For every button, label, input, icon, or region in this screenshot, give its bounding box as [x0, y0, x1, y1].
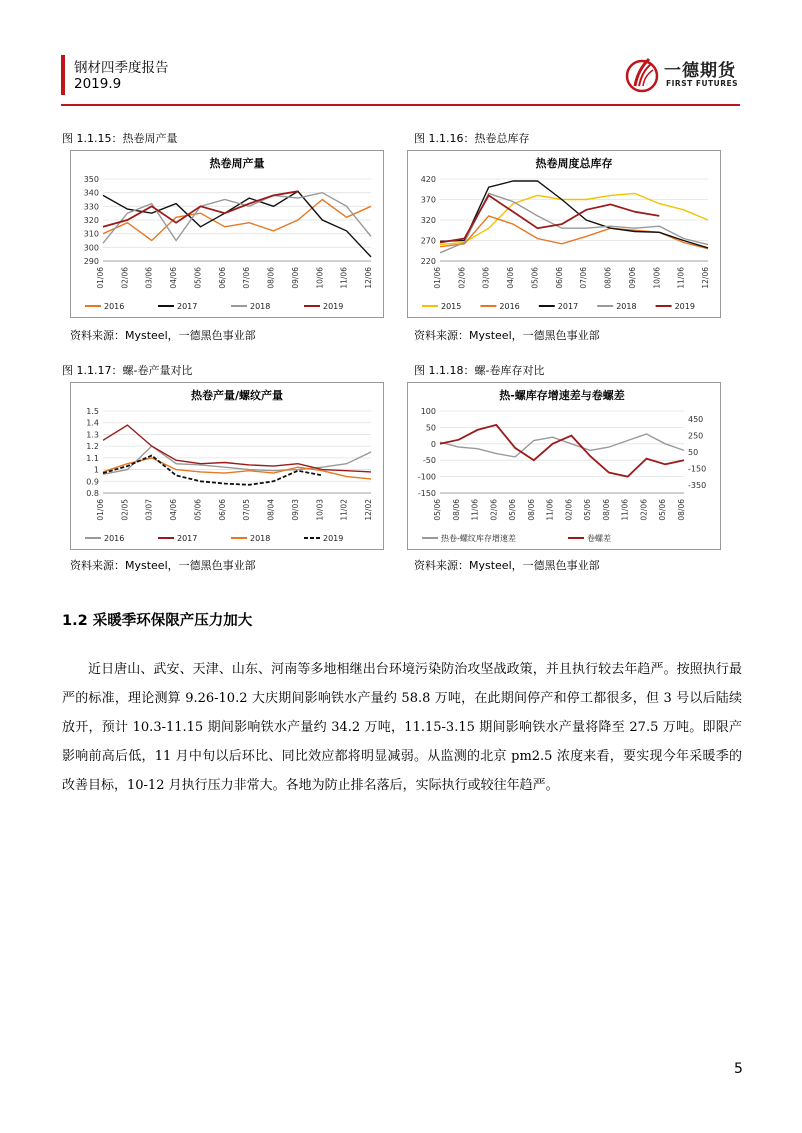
- x-tick-label: 08/06: [677, 499, 686, 521]
- x-tick-label: 07/06: [579, 267, 589, 289]
- y-tick-label: 290: [83, 257, 99, 266]
- x-tick-label: 04/06: [506, 267, 516, 289]
- y-tick-label: 0: [430, 439, 436, 449]
- legend-label: 2017: [557, 302, 579, 311]
- y-tick-label: 220: [420, 257, 436, 266]
- x-tick-label: 06/06: [217, 499, 227, 521]
- y-right-tick-label: -350: [688, 480, 707, 490]
- x-tick-label: 08/06: [451, 499, 461, 521]
- x-tick-label: 09/06: [290, 267, 300, 289]
- legend-label: 2019: [323, 534, 344, 543]
- chart-hrc-rebar-output-ratio: [70, 382, 384, 550]
- series-line-2019: [440, 195, 659, 242]
- x-tick-label: 05/06: [193, 499, 203, 521]
- x-tick-label: 06/06: [554, 267, 564, 289]
- figure-source-1: 资料来源：Mysteel，一德黑色事业部: [70, 329, 256, 342]
- x-tick-label: 08/06: [526, 499, 536, 521]
- x-tick-label: 11/06: [676, 267, 686, 289]
- x-tick-label: 05/06: [433, 499, 442, 521]
- x-tick-label: 03/06: [144, 267, 154, 289]
- x-tick-label: 10/06: [652, 267, 662, 289]
- x-tick-label: 05/06: [508, 499, 518, 521]
- y-tick-label: -100: [417, 472, 436, 482]
- y-tick-label: 270: [420, 236, 436, 246]
- y-tick-label: -150: [417, 489, 436, 498]
- x-tick-label: 02/05: [120, 499, 130, 521]
- series-line-2015: [440, 193, 708, 244]
- brand-name-en: FIRST FUTURES: [666, 79, 739, 88]
- figure-source-3: 资料来源：Mysteel，一德黑色事业部: [70, 559, 256, 572]
- legend-label: 2016: [104, 534, 125, 543]
- y-tick-label: 310: [83, 229, 99, 239]
- x-tick-label: 11/06: [620, 499, 630, 521]
- x-tick-label: 03/06: [481, 267, 491, 289]
- x-tick-label: 10/06: [315, 267, 325, 289]
- x-tick-label: 03/07: [144, 499, 154, 521]
- y-right-tick-label: 450: [688, 415, 704, 425]
- legend-label: 2015: [441, 302, 462, 311]
- y-tick-label: 0.9: [86, 477, 99, 487]
- figure-caption-4: 图 1.1.18：螺-卷库存对比: [414, 364, 545, 377]
- y-tick-label: 1: [93, 465, 99, 475]
- chart-title: 热卷产量/螺纹产量: [190, 389, 284, 402]
- figure-caption-3: 图 1.1.17：螺-卷产量对比: [62, 364, 193, 377]
- y-tick-label: 1.1: [86, 453, 99, 463]
- x-tick-label: 08/06: [603, 267, 613, 289]
- x-tick-label: 01/06: [433, 267, 442, 289]
- x-tick-label: 11/02: [339, 499, 349, 521]
- x-tick-label: 12/06: [364, 267, 373, 289]
- series-line-2018: [440, 193, 708, 252]
- chart-title: 热-螺库存增速差与卷螺差: [499, 389, 625, 402]
- x-tick-label: 01/06: [96, 499, 105, 521]
- x-tick-label: 04/06: [169, 499, 179, 521]
- series-line-2019: [103, 191, 298, 227]
- x-tick-label: 05/06: [530, 267, 540, 289]
- y-right-tick-label: 250: [688, 431, 704, 441]
- x-tick-label: 11/06: [545, 499, 555, 521]
- chart-hrc-weekly-output: [70, 150, 384, 318]
- y-tick-label: 1.4: [86, 418, 99, 428]
- series-line-热卷-螺纹库存增速差: [440, 434, 684, 457]
- x-tick-label: 02/06: [120, 267, 130, 289]
- brand-logo-icon: [625, 55, 661, 99]
- y-tick-label: 320: [420, 216, 436, 225]
- y-tick-label: 1.5: [86, 407, 99, 416]
- y-tick-label: 50: [425, 423, 436, 433]
- x-tick-label: 05/06: [583, 499, 593, 521]
- figure-caption-2: 图 1.1.16：热卷总库存: [414, 132, 530, 145]
- x-tick-label: 02/06: [457, 267, 467, 289]
- x-tick-label: 10/03: [315, 499, 325, 521]
- figure-source-2: 资料来源：Mysteel，一德黑色事业部: [414, 329, 600, 342]
- chart-hrc-rebar-inventory: [407, 382, 721, 550]
- header-rule: [61, 104, 740, 106]
- legend-label: 卷螺差: [587, 534, 611, 543]
- y-right-tick-label: 50: [688, 448, 699, 457]
- x-tick-label: 11/06: [339, 267, 349, 289]
- x-tick-label: 12/06: [701, 267, 710, 289]
- chart-hrc-total-inventory: [407, 150, 721, 318]
- figure-caption-1: 图 1.1.15：热卷周产量: [62, 132, 178, 145]
- x-tick-label: 08/06: [266, 267, 276, 289]
- x-tick-label: 11/06: [470, 499, 480, 521]
- x-tick-label: 02/06: [489, 499, 499, 521]
- series-line-2016: [440, 216, 708, 249]
- legend-label: 2018: [250, 302, 271, 311]
- legend-label: 2016: [499, 302, 520, 311]
- x-tick-label: 02/06: [564, 499, 574, 521]
- x-tick-label: 09/06: [627, 267, 637, 289]
- y-tick-label: 1.2: [86, 442, 99, 452]
- x-tick-label: 04/06: [169, 267, 179, 289]
- x-tick-label: 08/06: [601, 499, 611, 521]
- y-tick-label: 330: [83, 202, 99, 212]
- y-tick-label: 370: [420, 195, 436, 205]
- figure-source-4: 资料来源：Mysteel，一德黑色事业部: [414, 559, 600, 572]
- legend-label: 2017: [177, 534, 198, 543]
- x-tick-label: 07/05: [242, 499, 252, 521]
- legend-label: 2018: [616, 302, 637, 311]
- legend-label: 2019: [674, 302, 695, 311]
- series-line-卷螺差: [440, 425, 684, 477]
- series-line-2018: [103, 193, 371, 244]
- y-tick-label: 350: [83, 175, 99, 184]
- x-tick-label: 12/02: [364, 499, 373, 521]
- brand-name: 一德期货: [664, 61, 736, 81]
- chart-title: 热卷周产量: [209, 157, 265, 170]
- legend-label: 2017: [177, 302, 198, 311]
- y-tick-label: 100: [420, 407, 436, 416]
- x-tick-label: 01/06: [96, 267, 105, 289]
- y-right-tick-label: -150: [688, 464, 707, 474]
- x-tick-label: 08/04: [266, 499, 276, 521]
- legend-label: 2016: [104, 302, 125, 311]
- y-tick-label: 320: [83, 216, 99, 225]
- series-line-2017: [440, 181, 708, 248]
- x-tick-label: 05/06: [193, 267, 203, 289]
- x-tick-label: 02/06: [639, 499, 649, 521]
- series-line-2017: [103, 425, 371, 472]
- legend-label: 2019: [323, 302, 344, 311]
- y-tick-label: -50: [422, 456, 436, 466]
- x-tick-label: 06/06: [217, 267, 227, 289]
- y-tick-label: 420: [420, 175, 436, 184]
- header-accent-bar: [61, 55, 65, 95]
- report-title: 钢材四季度报告: [74, 60, 169, 76]
- y-tick-label: 300: [83, 243, 99, 253]
- chart-title: 热卷周度总库存: [535, 157, 613, 170]
- y-tick-label: 0.8: [86, 489, 99, 498]
- section-heading: 1.2 采暖季环保限产压力加大: [62, 613, 253, 629]
- x-tick-label: 09/03: [290, 499, 300, 521]
- section-body: 近日唐山、武安、天津、山东、河南等多地相继出台环境污染防治攻坚战政策，并且执行较去年趋严。按照执行最严的标准，理论测算 9.26-10.2 大庆期间影响铁水产量约 58.8 万吨，在此期间停产和停工都很多，但 3 号以后陆续放开，预计 10.3-11.15 期间影响铁水产量约 34.2 万吨，11.15-3.15 期间影响铁水产量将降至 27.5 万吨。即限产影响前高后低，11 月中旬以后环比、同比效应都将明显减弱。从监测的北京 pm2.5 浓度来看，要实现今年采暖季的改善目标，10-12 月执行压力非常大。各地为防止排名落后，实际执行或较往年趋严。: [62, 662, 742, 793]
- report-date: 2019.9: [74, 76, 122, 92]
- page-number: 5: [734, 1061, 743, 1077]
- legend-label: 热卷-螺纹库存增速差: [441, 534, 516, 543]
- x-tick-label: 07/06: [242, 267, 252, 289]
- y-tick-label: 1.3: [86, 430, 99, 440]
- legend-label: 2018: [250, 534, 271, 543]
- x-tick-label: 05/06: [658, 499, 668, 521]
- y-tick-label: 340: [83, 188, 99, 198]
